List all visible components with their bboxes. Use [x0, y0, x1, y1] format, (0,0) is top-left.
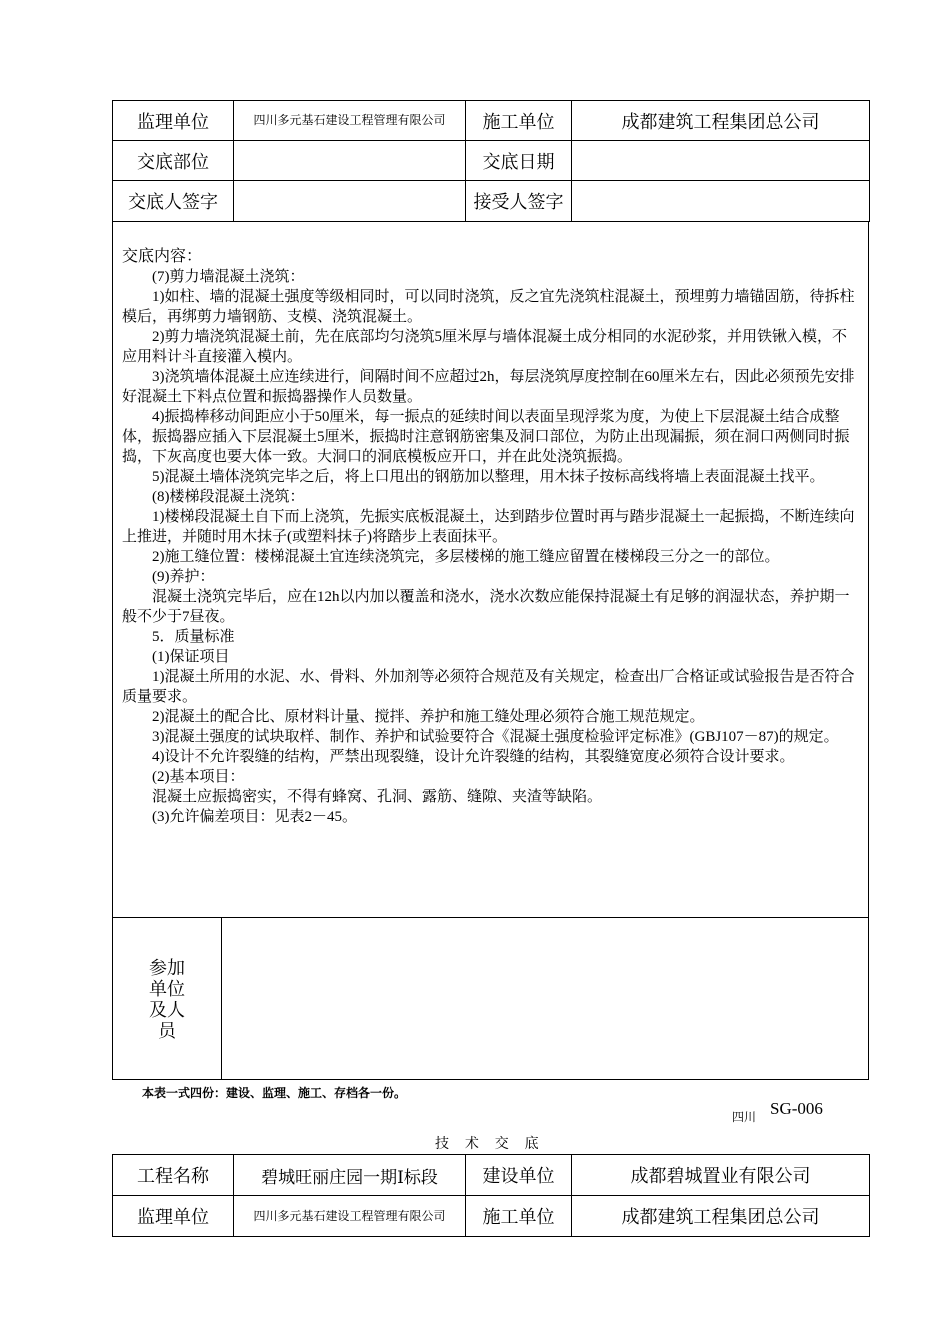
- content-paragraph: 2)混凝土的配合比、原材料计量、搅拌、养护和施工缝处理必须符合施工规范规定。: [152, 709, 705, 725]
- table-row: [113, 141, 870, 181]
- supervision-unit-label: 监理单位: [113, 101, 234, 141]
- content-paragraph: 1)楼梯段混凝土自下而上浇筑，先振实底板混凝土，达到踏步位置时再与踏步混凝土一起振捣，不断连续向上推进，并随时用木抹子(或塑料抹子)将踏步上表面抹平。: [122, 509, 855, 545]
- content-paragraph: (2)基本项目：: [152, 769, 245, 785]
- construction-unit-label: 施工单位: [466, 1196, 572, 1237]
- construction-unit-label: 施工单位: [466, 101, 572, 141]
- content-paragraph: 5)混凝土墙体浇筑完毕之后，将上口甩出的钢筋加以整理，用木抹子按标高线将墙上表面混凝土找平。: [152, 469, 825, 485]
- copies-note: 本表一式四份：建设、监理、施工、存档各一份。: [142, 1086, 407, 1100]
- disclosure-date-value: [572, 141, 870, 181]
- table-row: [113, 101, 870, 141]
- content-heading: 交底内容：: [122, 248, 203, 265]
- supervision-unit-value: 四川多元基石建设工程管理有限公司: [234, 101, 466, 141]
- content-paragraph: 1)混凝土所用的水泥、水、骨料、外加剂等必须符合规范及有关规定，检查出厂合格证或试验报告是否符合质量要求。: [122, 669, 855, 705]
- content-paragraph: (9)养护：: [152, 569, 215, 585]
- content-paragraphs: [122, 267, 860, 827]
- bottom-info-table: [112, 1154, 870, 1237]
- project-name-value: 碧城旺丽庄园一期Ⅰ标段: [234, 1155, 466, 1196]
- section-title: 技 术 交 底: [435, 1135, 545, 1151]
- top-info-table: [112, 100, 870, 222]
- receiver-signature-value: [572, 181, 870, 222]
- content-paragraph: 混凝土浇筑完毕后，应在12h以内加以覆盖和浇水，浇水次数应能保持混凝土有足够的润湿状态，养护期一般不少于7昼夜。: [122, 589, 850, 625]
- content-paragraph: (8)楼梯段混凝土浇筑：: [152, 489, 305, 505]
- content-paragraph: 4)振捣棒移动间距应小于50厘米，每一振点的延续时间以表面呈现浮浆为度，为使上下层混凝土结合成整体，振捣器应插入下层混凝土5厘米，振捣时注意钢筋密集及洞口部位，为防止出现漏振，须在洞口两侧同时振捣，下灰高度也要大体一致。大洞口的洞底模板应开口，并在此处浇筑振捣。: [122, 409, 850, 465]
- content-paragraph: 3)浇筑墙体混凝土应连续进行，间隔时间不应超过2h，每层浇筑厚度控制在60厘米左右，因此必须预先安排好混凝土下料点位置和振捣器操作人员数量。: [122, 369, 855, 405]
- doc-prefix: 四川: [732, 1110, 757, 1124]
- content-paragraph: 2)剪力墙浇筑混凝土前，先在底部均匀浇筑5厘米厚与墙体混凝土成分相同的水泥砂浆，并用铁锹入模，不应用料计斗直接灌入模内。: [122, 329, 847, 365]
- participants-box: [112, 917, 869, 1080]
- supervision-unit-label: 监理单位: [113, 1196, 234, 1237]
- content-paragraph: (1)保证项目: [152, 649, 230, 665]
- content-paragraph: 2)施工缝位置：楼梯混凝土宜连续浇筑完，多层楼梯的施工缝应留置在楼梯段三分之一的部位。: [152, 549, 780, 565]
- disclosure-content: [113, 221, 868, 827]
- participants-label: 参加 单位 及人 员: [149, 958, 185, 1041]
- disclosure-location-label: 交底部位: [113, 141, 234, 181]
- project-name-label: 工程名称: [113, 1155, 234, 1196]
- supervision-unit-value: 四川多元基石建设工程管理有限公司: [234, 1196, 466, 1237]
- doc-code: SG-006: [770, 1099, 823, 1118]
- construction-unit-value: 成都建筑工程集团总公司: [572, 1196, 870, 1237]
- content-paragraph: (3)允许偏差项目：见表2－45。: [152, 809, 357, 825]
- content-paragraph: 3)混凝土强度的试块取样、制作、养护和试验要符合《混凝土强度检验评定标准》(GBJ107－87)的规定。: [152, 729, 839, 745]
- content-paragraph: 混凝土应振捣密实，不得有蜂窝、孔洞、露筋、缝隙、夹渣等缺陷。: [152, 789, 603, 805]
- content-paragraph: 5．质量标准: [152, 629, 235, 645]
- disclosure-date-label: 交底日期: [466, 141, 572, 181]
- table-row: [113, 181, 870, 222]
- content-paragraph: 1)如柱、墙的混凝土强度等级相同时，可以同时浇筑，反之宜先浇筑柱混凝土，预埋剪力墙锚固筋，待拆柱模后，再绑剪力墙钢筋、支模、浇筑混凝土。: [122, 289, 855, 325]
- discloser-signature-value: [234, 181, 466, 222]
- disclosure-content-box: [112, 221, 869, 918]
- discloser-signature-label: 交底人签字: [113, 181, 234, 222]
- disclosure-location-value: [234, 141, 466, 181]
- builder-unit-label: 建设单位: [466, 1155, 572, 1196]
- participants-label-cell: [113, 918, 222, 1079]
- construction-unit-value: 成都建筑工程集团总公司: [572, 101, 870, 141]
- table-row: [113, 1196, 870, 1237]
- receiver-signature-label: 接受人签字: [466, 181, 572, 222]
- content-paragraph: (7)剪力墙混凝土浇筑：: [152, 269, 305, 285]
- builder-unit-value: 成都碧城置业有限公司: [572, 1155, 870, 1196]
- content-paragraph: 4)设计不允许裂缝的结构，严禁出现裂缝，设计允许裂缝的结构，其裂缝宽度必须符合设计要求。: [152, 749, 795, 765]
- table-row: [113, 1155, 870, 1196]
